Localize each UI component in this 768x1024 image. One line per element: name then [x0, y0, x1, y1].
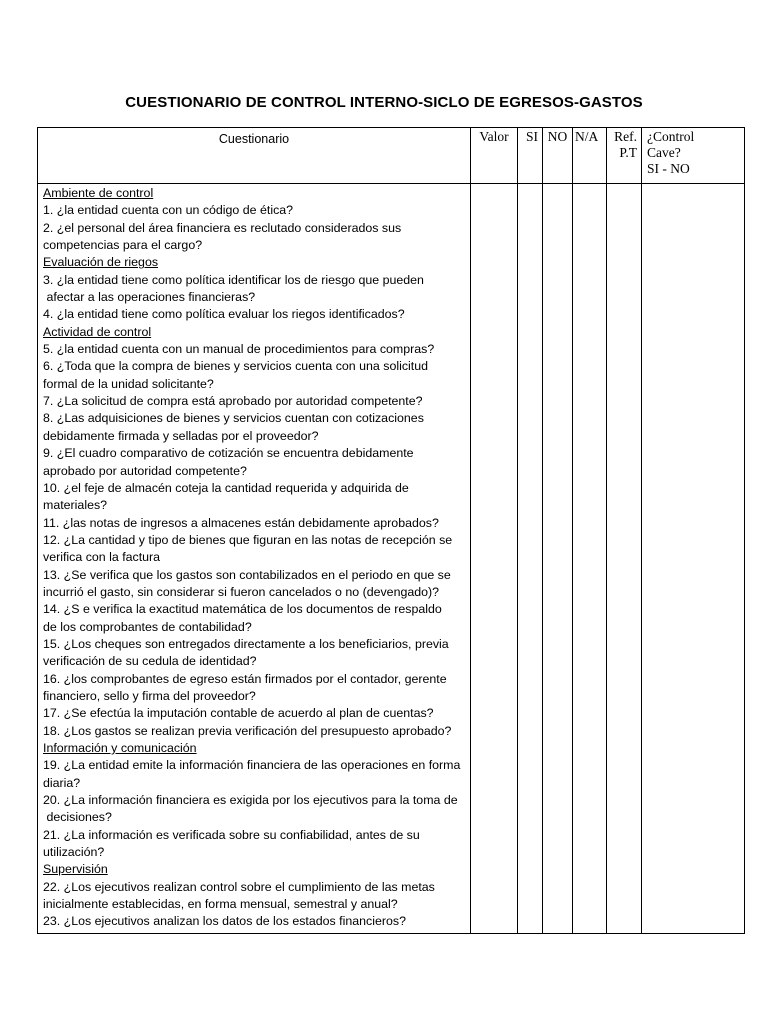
question-item: 7. ¿La solicitud de compra está aprobado por autoridad competente? [43, 394, 423, 409]
header-ref [607, 128, 642, 184]
question-item: 14. ¿S e verifica la exactitud matemática de los documentos de respaldo de los comprobantes de contabilidad? [43, 602, 442, 634]
question-item: 9. ¿El cuadro comparativo de cotización se encuentra debidamente aprobado por autoridad competente? [43, 446, 414, 478]
ref-column-cell[interactable] [607, 184, 642, 934]
section-actividad [43, 324, 470, 740]
section-heading: Supervisión [43, 862, 108, 877]
section-supervision [43, 861, 470, 930]
question-item: 11. ¿las notas de ingresos a almacenes están debidamente aprobados? [43, 515, 439, 530]
document-title: CUESTIONARIO DE CONTROL INTERNO-SICLO DE EGRESOS-GASTOS [125, 94, 643, 111]
valor-column-cell[interactable] [471, 184, 518, 934]
question-item: 6. ¿Toda que la compra de bienes y servicios cuenta con una solicitud formal de la unidad solicitante? [43, 359, 429, 391]
control-clave-column-cell[interactable] [642, 184, 745, 934]
question-item: 8. ¿Las adquisiciones de bienes y servicios cuentan con cotizaciones debidamente firmada y selladas por el proveedor? [43, 411, 424, 443]
question-item: 17. ¿Se efectúa la imputación contable de acuerdo al plan de cuentas? [43, 706, 434, 721]
no-column-cell[interactable] [543, 184, 573, 934]
question-item: 23. ¿Los ejecutivos analizan los datos de los estados financieros? [43, 914, 406, 929]
header-na: N/A [573, 128, 607, 184]
section-heading: Evaluación de riegos [43, 255, 159, 270]
question-item: 16. ¿los comprobantes de egreso están firmados por el contador, gerente financiero, sello y firma del proveedor? [43, 671, 447, 703]
body-row [38, 184, 745, 934]
questionnaire-table [37, 127, 745, 934]
header-control-clave [642, 128, 745, 184]
section-heading: Ambiente de control [43, 186, 154, 200]
question-item: 18. ¿Los gastos se realizan previa verificación del presupuesto aprobado? [43, 723, 452, 738]
question-item: 3. ¿la entidad tiene como política identificar los de riesgo que pueden afectar a las operaciones financieras? [43, 272, 424, 305]
section-informacion [43, 740, 470, 861]
header-row [38, 128, 745, 184]
question-item: 12. ¿La cantidad y tipo de bienes que figuran en las notas de recepción se verifica con la factura [43, 532, 453, 565]
section-evaluacion [43, 254, 470, 323]
header-control-line2: Cave? [647, 145, 681, 160]
question-item: 2. ¿el personal del área financiera es reclutado considerados sus competencias para el cargo? [43, 220, 402, 253]
question-item: 15. ¿Los cheques son entregados directamente a los beneficiarios, previa verificación de su cedula de identidad? [43, 636, 449, 669]
header-control-line3: SI - NO [647, 161, 690, 176]
question-item: 19. ¿La entidad emite la información financiera de las operaciones en forma diaria? [43, 758, 461, 790]
header-si: SI [518, 128, 543, 184]
question-item: 20. ¿La información financiera es exigida por los ejecutivos para la toma de decisiones? [43, 793, 458, 825]
header-valor: Valor [471, 128, 518, 184]
question-item: 10. ¿el feje de almacén coteja la cantidad requerida y adquirida de materiales? [43, 480, 409, 513]
si-column-cell[interactable] [518, 184, 543, 934]
section-heading: Información y comunicación [43, 741, 197, 755]
question-item: 5. ¿la entidad cuenta con un manual de procedimientos para compras? [43, 342, 435, 357]
question-item: 4. ¿la entidad tiene como política evaluar los riegos identificados? [43, 307, 405, 322]
header-ref-line2: P.T [619, 145, 637, 160]
question-item: 21. ¿La información es verificada sobre su confiabilidad, antes de su utilización? [43, 827, 420, 860]
question-item: 1. ¿la entidad cuenta con un código de ética? [43, 203, 294, 218]
header-control-line1: ¿Control [647, 129, 695, 144]
na-column-cell[interactable] [573, 184, 607, 934]
header-no: NO [543, 128, 573, 184]
question-item: 22. ¿Los ejecutivos realizan control sobre el cumplimiento de las metas inicialmente establecidas, en forma mensual, semestral y anual? [43, 879, 435, 912]
header-ref-line1: Ref. [614, 129, 637, 144]
questions-cell [38, 184, 471, 934]
header-cuestionario: Cuestionario [38, 128, 471, 184]
section-ambiente [43, 185, 470, 254]
question-item: 13. ¿Se verifica que los gastos son contabilizados en el periodo en que se incurrió el gasto, sin considerar si fueron cancelados o no (devengado)? [43, 567, 451, 599]
section-heading: Actividad de control [43, 324, 152, 339]
